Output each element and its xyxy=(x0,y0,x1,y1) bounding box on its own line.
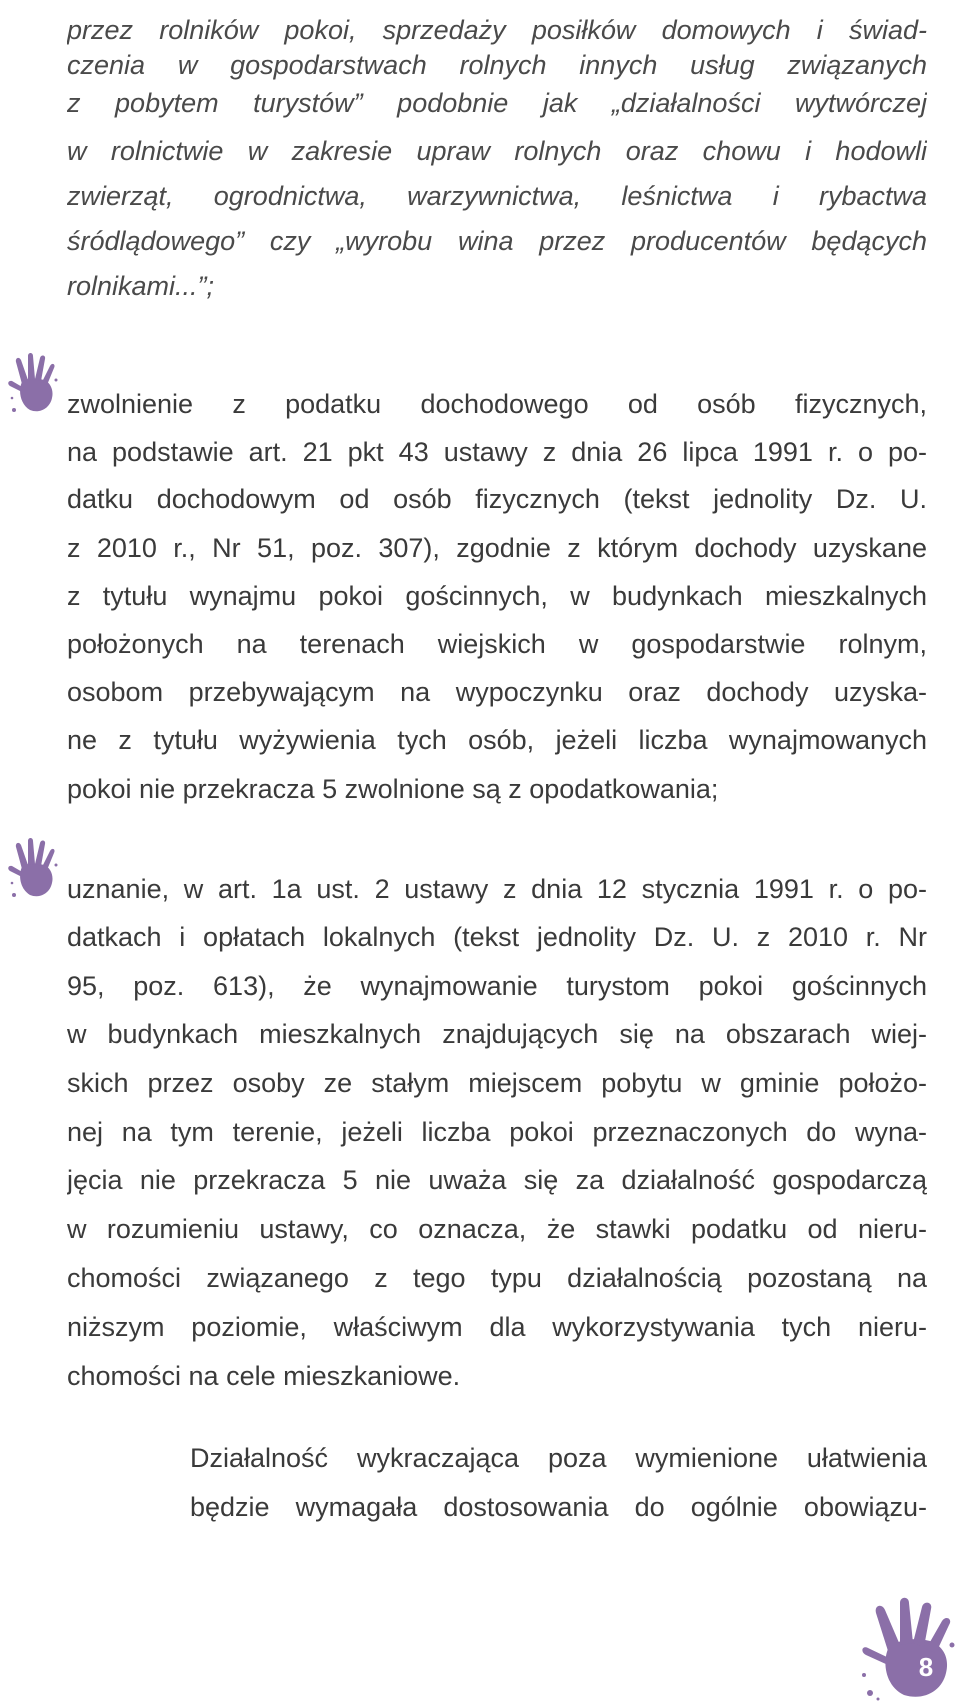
text-line: skich przez osoby ze stałym miejscem pobytu w gminie położo- xyxy=(67,1068,927,1098)
text-line: przez rolników pokoi, sprzedaży posiłków domowych i świad- xyxy=(67,15,927,45)
text-line: pokoi nie przekracza 5 zwolnione są z opodatkowania; xyxy=(67,774,719,804)
text-line: ne z tytułu wyżywienia tych osób, jeżeli liczba wynajmowanych xyxy=(67,725,927,755)
text-line: zwolnienie z podatku dochodowego od osób fizycznych, xyxy=(67,389,927,419)
text-line: Działalność wykraczająca poza wymienione ułatwienia xyxy=(190,1443,927,1473)
text-line: rolnikami...”; xyxy=(67,271,215,301)
page-number-badge xyxy=(858,1595,958,1703)
text-line: 95, poz. 613), że wynajmowanie turystom pokoi gościnnych xyxy=(67,971,927,1001)
text-line: chomości na cele mieszkaniowe. xyxy=(67,1361,461,1391)
text-line: zwierząt, ogrodnictwa, warzywnictwa, leśnictwa i rybactwa xyxy=(67,181,927,211)
text-line: w budynkach mieszkalnych znajdujących się na obszarach wiej- xyxy=(67,1019,927,1049)
text-line: będzie wymagała dostosowania do ogólnie obowiązu- xyxy=(190,1492,927,1522)
text-line: położonych na terenach wiejskich w gospodarstwie rolnym, xyxy=(67,629,927,659)
text-line: jęcia nie przekracza 5 nie uważa się za działalność gospodarczą xyxy=(67,1165,927,1195)
text-line: śródlądowego” czy „wyrobu wina przez producentów będących xyxy=(67,226,927,256)
text-line: z 2010 r., Nr 51, poz. 307), zgodnie z którym dochody uzyskane xyxy=(67,533,927,563)
text-line: z tytułu wynajmu pokoi gościnnych, w budynkach mieszkalnych xyxy=(67,581,927,611)
text-line: datkach i opłatach lokalnych (tekst jednolity Dz. U. z 2010 r. Nr xyxy=(67,922,927,952)
text-line: datku dochodowym od osób fizycznych (tekst jednolity Dz. U. xyxy=(67,484,927,514)
text-line: z pobytem turystów” podobnie jak „działalności wytwórczej xyxy=(67,88,927,118)
text-line: chomości związanego z tego typu działalnością pozostaną na xyxy=(67,1263,927,1293)
text-line: nej na tym terenie, jeżeli liczba pokoi przeznaczonych do wyna- xyxy=(67,1117,927,1147)
purple-handprint-icon xyxy=(8,837,60,901)
text-line: na podstawie art. 21 pkt 43 ustawy z dnia 26 lipca 1991 r. o po- xyxy=(67,437,927,467)
text-line: osobom przebywającym na wypoczynku oraz dochody uzyska- xyxy=(67,677,927,707)
purple-handprint-icon xyxy=(8,352,60,416)
page-number: 8 xyxy=(918,1652,934,1682)
text-line: w rolnictwie w zakresie upraw rolnych oraz chowu i hodowli xyxy=(67,136,927,166)
text-line: czenia w gospodarstwach rolnych innych usług związanych xyxy=(67,50,927,80)
text-line: niższym poziomie, właściwym dla wykorzystywania tych nieru- xyxy=(67,1312,927,1342)
text-line: w rozumieniu ustawy, co oznacza, że stawki podatku od nieru- xyxy=(67,1214,927,1244)
text-line: uznanie, w art. 1a ust. 2 ustawy z dnia 12 stycznia 1991 r. o po- xyxy=(67,874,927,904)
